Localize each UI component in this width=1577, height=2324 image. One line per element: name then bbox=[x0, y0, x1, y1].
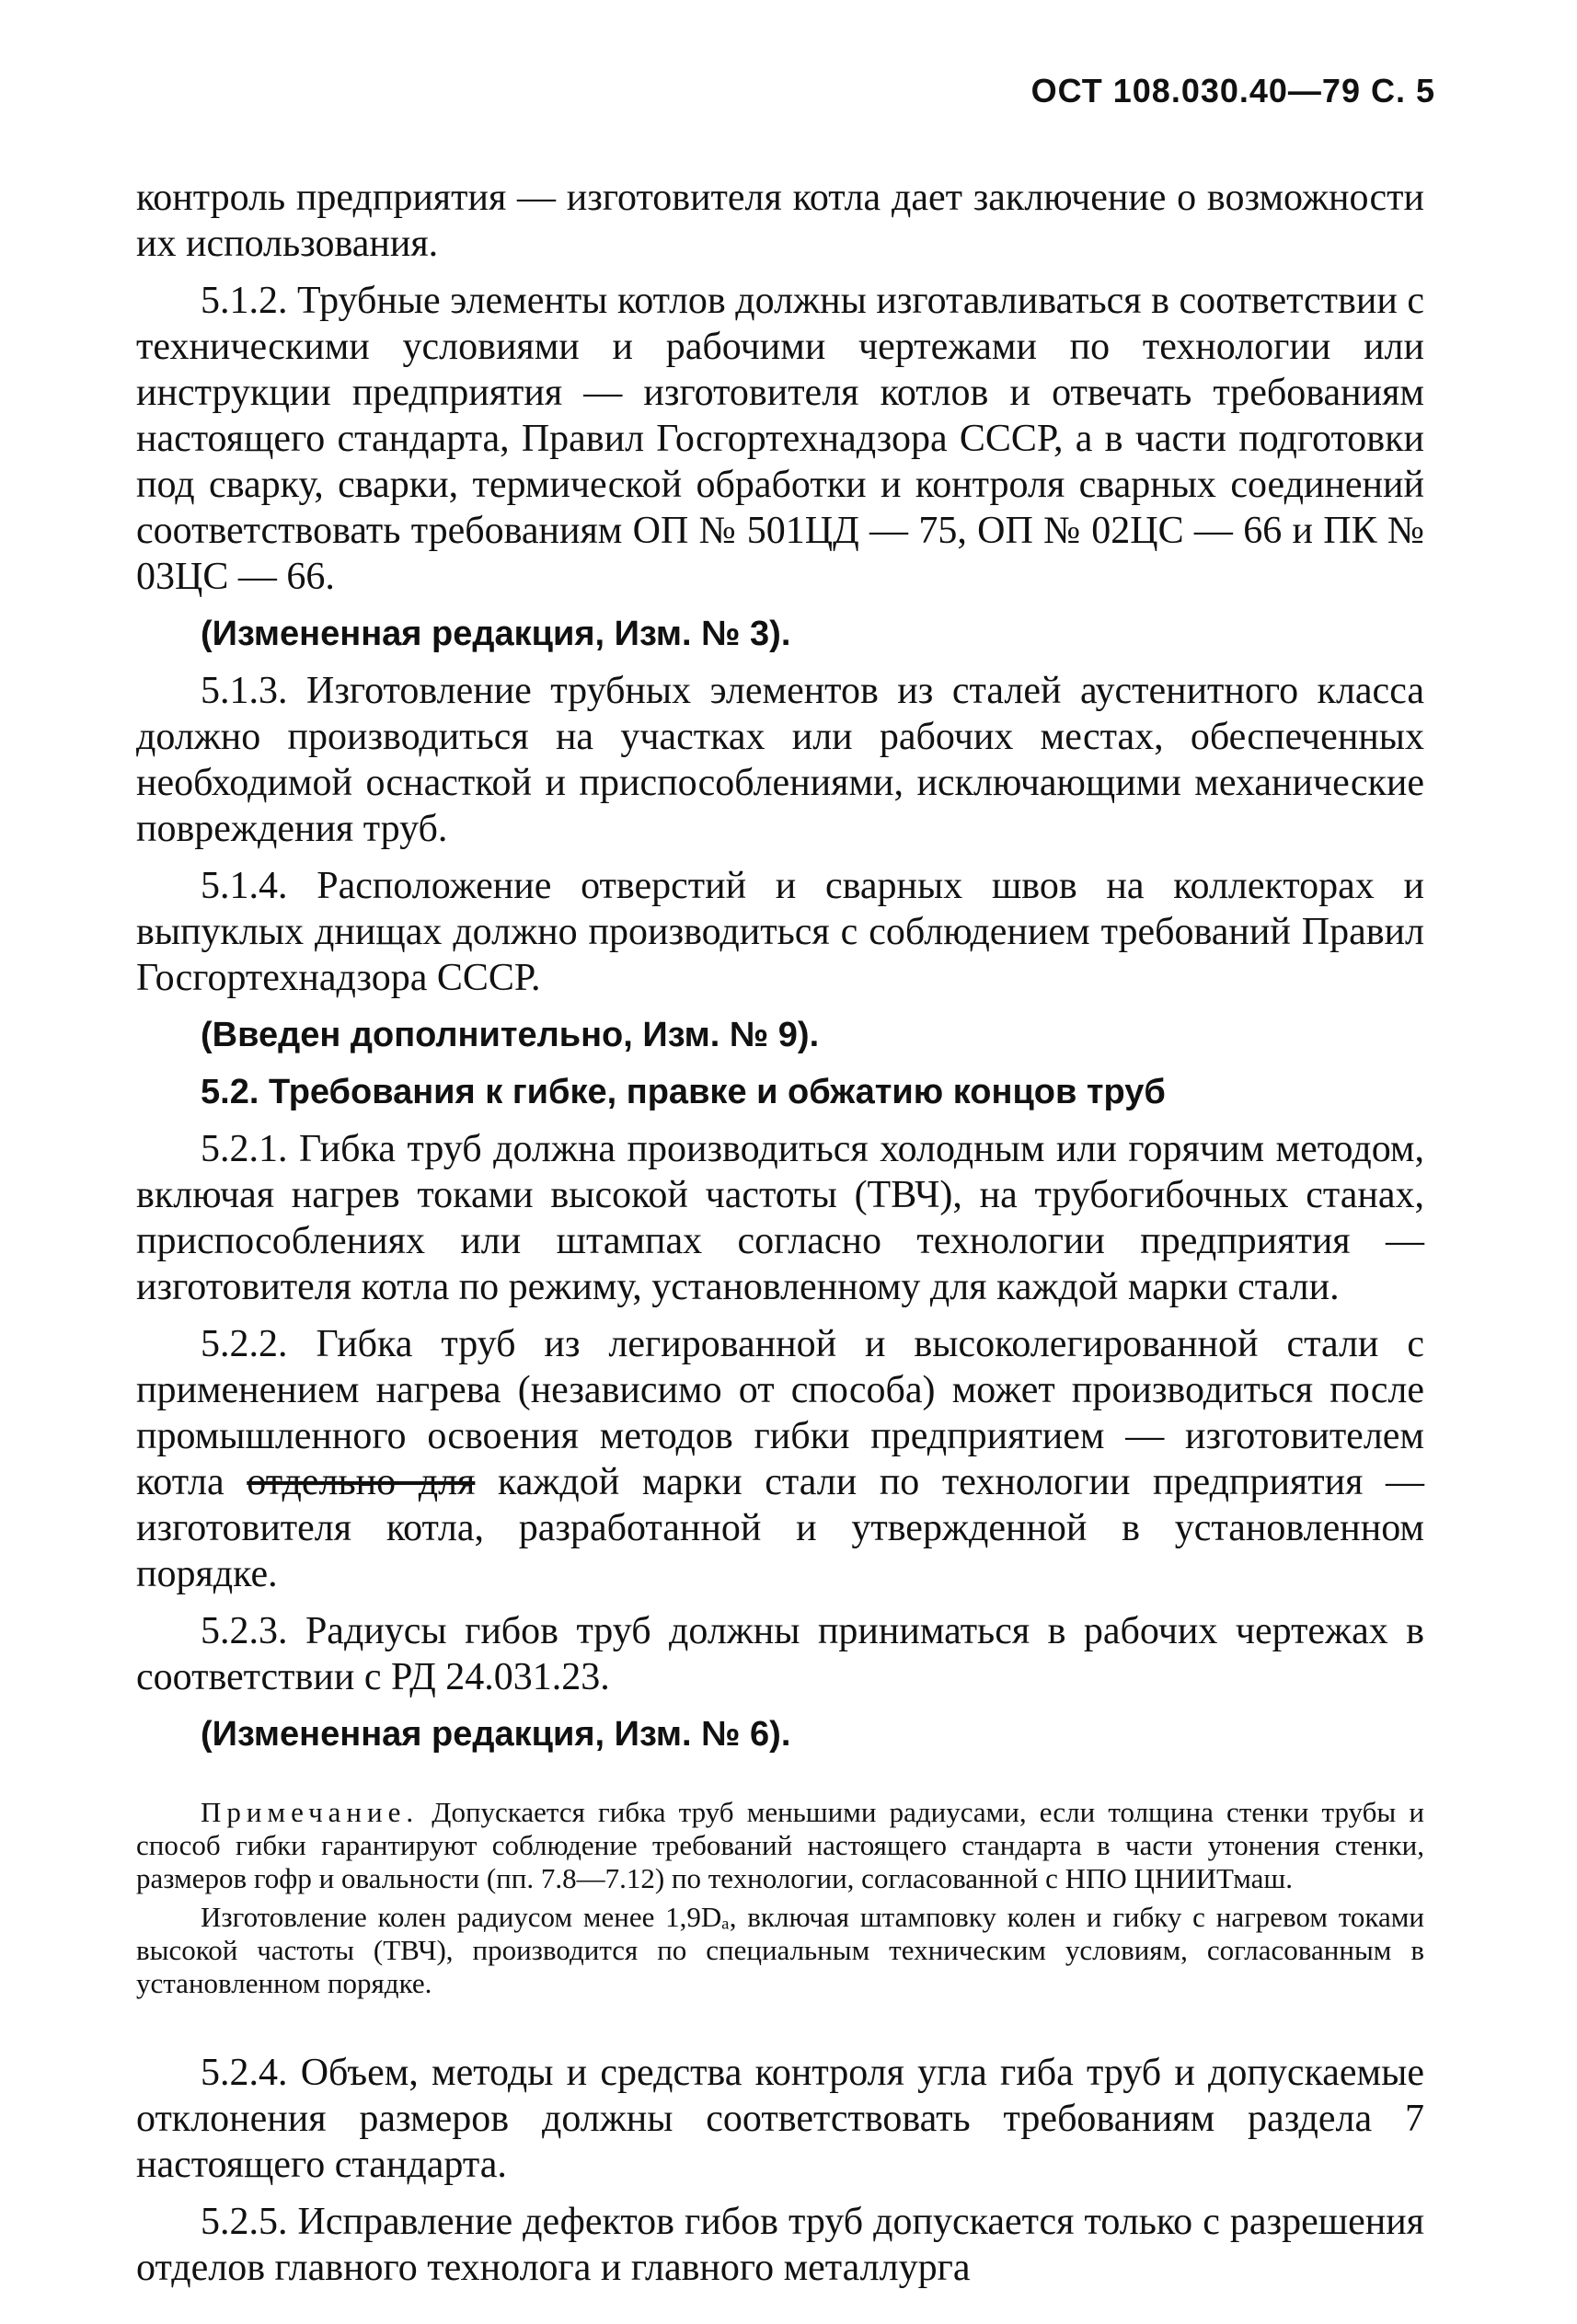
paragraph-5-2-5: 5.2.5. Исправление дефектов гибов труб допускается только с разрешения отделов главного технолога и главного металлурга bbox=[136, 2201, 1424, 2289]
note-label: Примечание. bbox=[201, 1796, 420, 1828]
paragraph-5-2-1: 5.2.1. Гибка труб должна производиться холодным или горячим методом, включая нагрев токами высокой частоты (ТВЧ), на трубогибочных станах, приспособлениях или штампах согласно технологии предприятия — изготовителя котла по режиму, установленному для каждой марки стали. bbox=[136, 1128, 1424, 1308]
document-body bbox=[136, 175, 1424, 2302]
revision-note: (Измененная редакция, Изм. № 3). bbox=[201, 615, 791, 653]
note-paragraph bbox=[136, 1796, 1424, 1895]
page-header: ОСТ 108.030.40—79 С. 5 bbox=[1030, 72, 1435, 109]
revision-note: (Введен дополнительно, Изм. № 9). bbox=[201, 1016, 820, 1054]
note-block bbox=[136, 1796, 1424, 2000]
note-text: Допускается гибка труб меньшими радиусами, если толщина стенки трубы и способ гибки гарантируют соблюдение требований настоящего стандарта в части утонения стенки, размеров гофр и овальности (пп. 7.8—7.12) по технологии, согласованной с НПО ЦНИИТмаш. bbox=[136, 1796, 1424, 1894]
section-heading: 5.2. Требования к гибке, правке и обжатию концов труб bbox=[201, 1073, 1166, 1111]
paragraph-text: 5.2.2. Гибка труб из легированной и высоколегированной стали с применением нагрева (независимо от способа) может производиться после промышленного освоения методов гибки предприятием — изготовителем котла bbox=[136, 1323, 1424, 1503]
paragraph-5-1-4: 5.1.4. Расположение отверстий и сварных швов на коллекторах и выпуклых днищах должно производиться с соблюдением требований Правил Госгортехнадзора СССР. bbox=[136, 865, 1424, 999]
paragraph-5-1-2: 5.1.2. Трубные элементы котлов должны изготавливаться в соответствии с техническими условиями и рабочими чертежами по технологии или инструкции предприятия — изготовителя котлов и отвечать требованиям настоящего стандарта, Правил Госгортехнадзора СССР, а в части подготовки под сварку, сварки, термической обработки и контроля сварных соединений соответствовать требованиям ОП № 501ЦД — 75, ОП № 02ЦС — 66 и ПК № 03ЦС — 66. bbox=[136, 280, 1424, 598]
paragraph-5-2-4: 5.2.4. Объем, методы и средства контроля угла гиба труб и допускаемые отклонения размеров должны соответствовать требованиям раздела 7 настоящего стандарта. bbox=[136, 2052, 1424, 2186]
paragraph: контроль предприятия — изготовителя котла дает заключение о возможности их использования. bbox=[136, 177, 1424, 265]
struck-text: отдельно для bbox=[247, 1461, 476, 1503]
paragraph-text: каждой марки стали по технологии предприятия — изготовителя котла, разработанной и утвержденной в установленном порядке. bbox=[136, 1461, 1424, 1595]
revision-note: (Измененная редакция, Изм. № 6). bbox=[201, 1715, 791, 1754]
paragraph-5-1-3: 5.1.3. Изготовление трубных элементов из сталей аустенитного класса должно производиться на участках или рабочих местах, обеспеченных необходимой оснасткой и приспособлениями, исключающими механические повреждения труб. bbox=[136, 670, 1424, 850]
paragraph-5-2-2 bbox=[136, 1321, 1424, 1597]
paragraph-5-2-3: 5.2.3. Радиусы гибов труб должны приниматься в рабочих чертежах в соответствии с РД 24.031.23. bbox=[136, 1610, 1424, 1698]
note-paragraph: Изготовление колен радиусом менее 1,9Dₐ, включая штамповку колен и гибку с нагревом токами высокой частоты (ТВЧ), производится по специальным техническим условиям, согласованным в установленном порядке. bbox=[136, 1901, 1424, 1999]
